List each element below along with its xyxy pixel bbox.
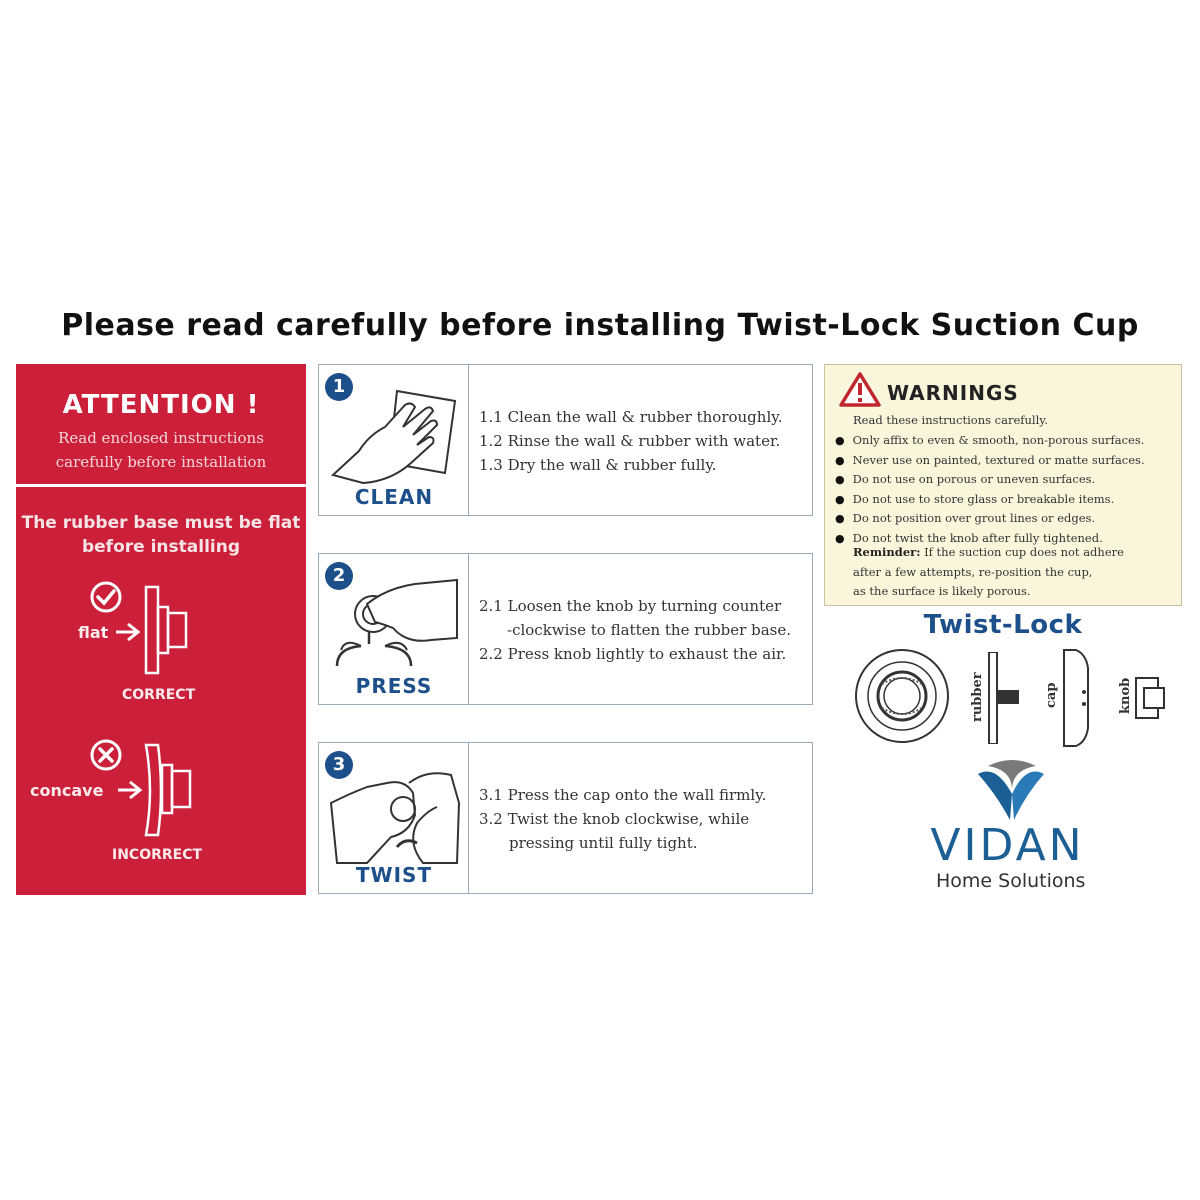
step-number-badge: 3 [325, 751, 353, 779]
rubber-part-icon [985, 652, 1025, 744]
rubber-base-title-line: before installing [81, 537, 240, 557]
knob-label: knob [1118, 677, 1133, 714]
warning-item: ● Only affix to even & smooth, non-porous surfaces. [835, 431, 1145, 451]
step-number-badge: 2 [325, 562, 353, 590]
step-illustration [319, 554, 469, 704]
reminder-text: If the suction cup does not adhere [924, 545, 1124, 559]
step-line: 1.1 Clean the wall & rubber thoroughly. [479, 408, 783, 426]
step-line: 1.2 Rinse the wall & rubber with water. [479, 432, 781, 450]
step-line: 1.3 Dry the wall & rubber fully. [479, 456, 717, 474]
rubber-base-title-line: The rubber base must be flat [21, 513, 301, 533]
flat-label: flat [78, 623, 109, 642]
page-title: Please read carefully before installing Twist-Lock Suction Cup [61, 308, 1139, 343]
concave-label: concave [30, 781, 104, 800]
rubber-label: rubber [970, 672, 985, 722]
warnings-title: WARNINGS [887, 381, 1019, 405]
correct-label: CORRECT [122, 687, 196, 703]
warning-item: ● Never use on painted, textured or matte surfaces. [835, 451, 1145, 471]
logo-subtitle: Home Solutions [936, 870, 1086, 892]
step-text [479, 594, 791, 666]
step-line: 3.1 Press the cap onto the wall firmly. [479, 786, 767, 804]
warnings-reminder [853, 543, 1183, 602]
warning-item: ● Do not use to store glass or breakable items. [835, 490, 1145, 510]
warning-item: ● Do not position over grout lines or edges. [835, 509, 1145, 529]
hand-wiping-icon [329, 385, 459, 485]
attention-text-line: Read enclosed instructions [58, 429, 264, 447]
twist-lock-title: Twist-Lock [923, 610, 1083, 640]
suction-cup-front-icon [852, 646, 952, 746]
x-circle-icon [88, 737, 124, 773]
step-illustration [319, 365, 469, 515]
warnings-box [824, 364, 1182, 606]
step-text [479, 783, 766, 855]
step-line: 3.2 Twist the knob clockwise, while [479, 810, 750, 828]
flat-rubber-base-icon [140, 585, 200, 675]
rubber-base-title [16, 511, 306, 559]
concave-rubber-base-icon [140, 743, 200, 839]
hands-twisting-icon [327, 763, 463, 867]
step-press [318, 553, 813, 705]
rubber-base-box [16, 487, 306, 895]
step-line: -clockwise to flatten the rubber base. [507, 621, 791, 639]
reminder-label: Reminder: [853, 545, 921, 559]
hand-pressing-hook-icon [327, 574, 463, 674]
reminder-text: as the surface is likely porous. [853, 584, 1031, 598]
step-word: TWIST [355, 863, 433, 887]
warning-triangle-icon [839, 371, 881, 407]
knob-part-icon [1134, 672, 1166, 724]
reminder-text: after a few attempts, re-position the cup, [853, 564, 1093, 579]
attention-text [16, 426, 306, 474]
step-word: CLEAN [354, 485, 434, 509]
step-line: 2.2 Press knob lightly to exhaust the air. [479, 645, 787, 663]
attention-title: ATTENTION ! [62, 390, 260, 420]
step-text [479, 405, 783, 477]
warnings-list [835, 431, 1145, 549]
incorrect-label: INCORRECT [112, 847, 203, 863]
attention-text-line: carefully before installation [55, 453, 267, 471]
logo-name: VIDAN [930, 820, 1085, 871]
step-word: PRESS [355, 674, 433, 698]
attention-box [16, 364, 306, 484]
step-line: pressing until fully tight. [509, 834, 698, 852]
cap-label: cap [1044, 682, 1059, 708]
warning-item: ● Do not twist the knob after fully tightened. [835, 529, 1145, 549]
warning-item: ● Do not use on porous or uneven surfaces. [835, 470, 1145, 490]
vidan-logo-icon [976, 760, 1046, 822]
check-circle-icon [88, 579, 124, 615]
step-line: 2.1 Loosen the knob by turning counter [479, 597, 782, 615]
warnings-intro: Read these instructions carefully. [853, 413, 1048, 427]
step-clean [318, 364, 813, 516]
step-twist [318, 742, 813, 894]
step-number-badge: 1 [325, 373, 353, 401]
step-illustration [319, 743, 469, 893]
cap-part-icon [1060, 648, 1100, 748]
